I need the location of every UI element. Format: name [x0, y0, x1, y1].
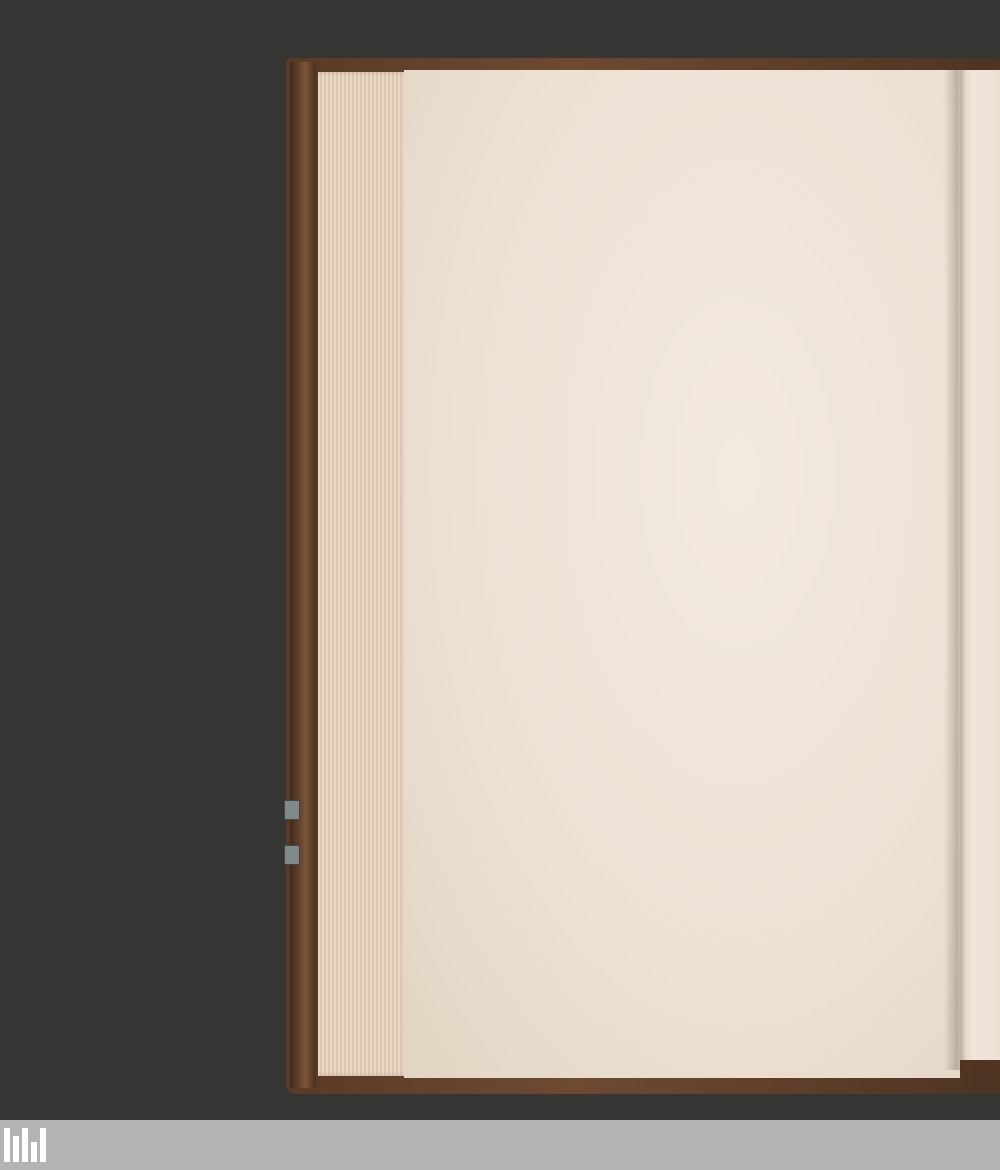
- book-page: [404, 70, 960, 1078]
- next-page-edge: [960, 70, 1000, 1060]
- page-stack: [318, 72, 410, 1076]
- library-footer: [0, 1120, 1000, 1170]
- page-text: [550, 110, 952, 130]
- cover-edge: [290, 62, 316, 1088]
- clasp-bottom: [284, 845, 300, 865]
- clasp-top: [284, 800, 300, 820]
- library-logo-icon: [4, 1128, 50, 1162]
- gutter-shadow: [944, 70, 966, 1070]
